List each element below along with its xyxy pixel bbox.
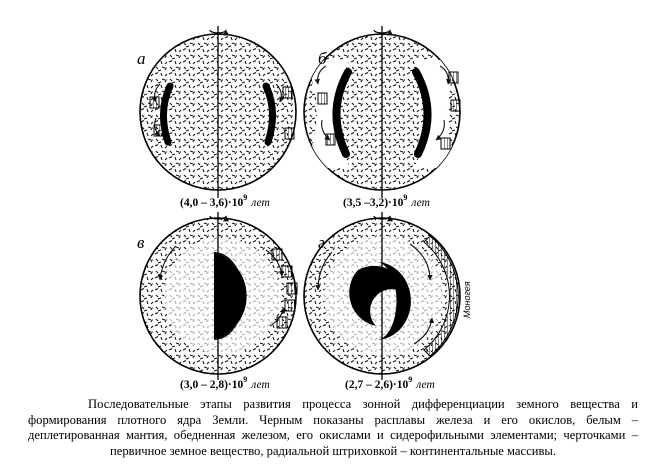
panel-a-time: $(4,0 - 3,6)\cdot 10^9$ лет (180, 193, 270, 209)
continent-block (282, 266, 292, 277)
continent-block (318, 93, 327, 104)
panel-g-letter: г (318, 233, 325, 252)
monogea-label: Моногея (462, 281, 472, 318)
continent-block (451, 100, 460, 111)
continent-block (285, 300, 295, 311)
continent-block (326, 134, 335, 145)
panel-g (304, 212, 460, 380)
continent-block (287, 283, 297, 294)
panel-a-letter: а (137, 49, 146, 68)
continent-block (283, 87, 292, 98)
continent-block (285, 128, 294, 139)
continent-block (272, 249, 282, 260)
figure-caption (28, 397, 638, 459)
continent-block (150, 97, 159, 108)
panel-v-letter: в (137, 233, 145, 252)
panel-b-letter: б (318, 49, 327, 68)
continent-block (154, 125, 163, 136)
panel-a (140, 26, 296, 198)
panel-b (304, 26, 460, 198)
continent-block (441, 138, 450, 149)
continent-block (449, 72, 458, 83)
panel-v-time: $(3,0 - 2,8)\cdot 10^9$ лет (180, 375, 270, 391)
panel-g-time: $(2,7 - 2,6)\cdot 10^9$ лет (345, 375, 435, 391)
panel-b-time: (3,5 $-3,2)\cdot 10^9$ лет (343, 193, 430, 209)
caption-text: Последовательные этапы развития процесса зонной дифференциации земного вещества и формирования плотного ядра Земли. Черным показаны расплавы железа и его окислов, белым – деплетированная мантия, обедненная железом, его окислами и сидерофильными элементами; черточками – первичное земное вещество, радиальной штриховкой – континентальные массивы. (28, 397, 638, 458)
panel-v (140, 212, 297, 380)
continent-block (277, 317, 287, 328)
